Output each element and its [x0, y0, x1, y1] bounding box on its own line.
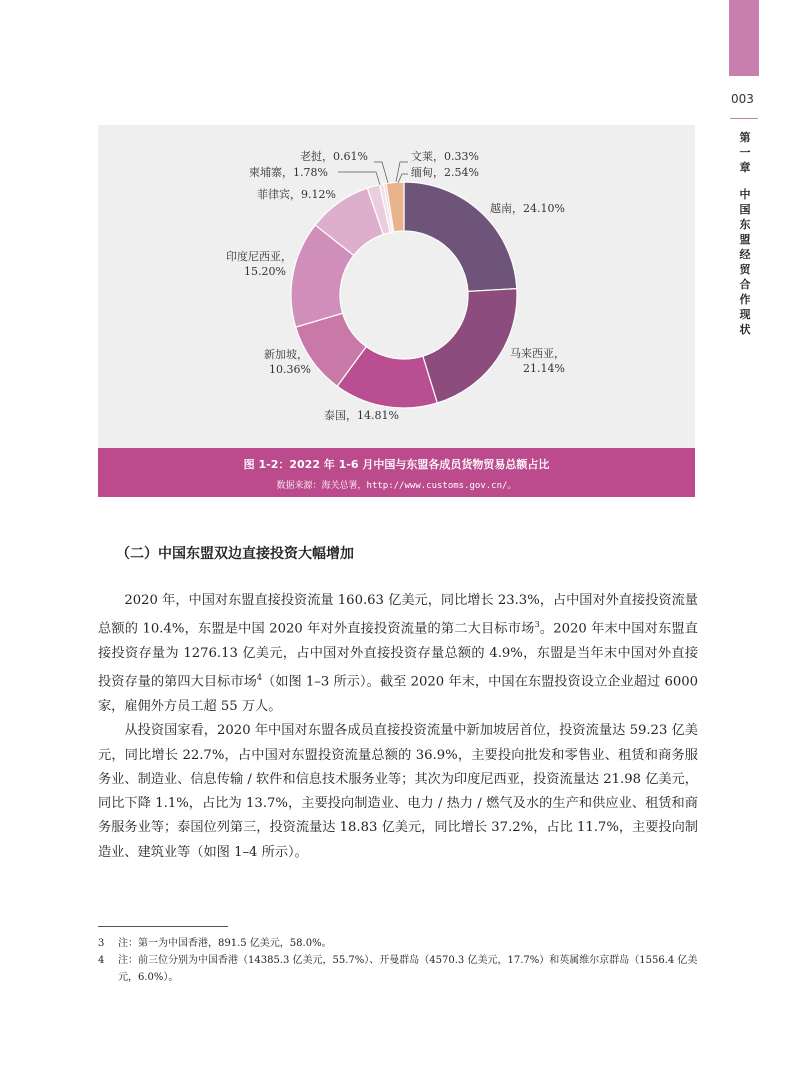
side-char: 东 — [739, 218, 751, 231]
side-char: 中 — [739, 188, 751, 201]
footnote-divider — [98, 926, 228, 927]
label-philippines: 菲律宾，9.12% — [257, 188, 336, 201]
footnote-text: 注：第一为中国香港，891.5 亿美元，58.0%。 — [118, 938, 332, 949]
body-text — [98, 589, 698, 865]
figure-donut-chart — [98, 125, 695, 497]
label-laos: 老挝，0.61% — [300, 150, 368, 163]
side-char: 贸 — [739, 263, 751, 276]
side-char: 合 — [739, 278, 751, 291]
side-char: 章 — [739, 161, 751, 174]
footnote — [98, 935, 698, 952]
label-vietnam: 越南，24.10% — [490, 202, 565, 215]
footnote-number: 3 — [98, 938, 105, 949]
label-cambodia: 柬埔寨，1.78% — [249, 166, 328, 179]
figure-caption — [98, 448, 695, 497]
side-char: 盟 — [739, 233, 751, 246]
donut-slice-1 — [404, 182, 517, 291]
side-char: 第 — [739, 131, 751, 144]
section-heading: （二）中国东盟双边直接投资大幅增加 — [116, 546, 354, 562]
caption-source: 数据来源：海关总署，http://www.customs.gov.cn/。 — [276, 481, 517, 491]
footnote-number: 4 — [98, 955, 105, 966]
side-char: 一 — [739, 146, 751, 159]
paragraph-text: 。2020 年末中国对东盟直接投资存量为 1276.13 亿美元，占中国对外直接投资存量总额的 4.9%，东盟是当年末中国对外直接投资存量的第四大目标市场 — [98, 621, 698, 690]
chapter-side-title — [737, 130, 753, 337]
leader-line-brunei — [396, 162, 408, 182]
paragraph-text: （如图 1–3 所示）。截至 2020 年末，中国在东盟投资设立企业超过 6000 家，雇佣外方员工超 55 万人。 — [98, 674, 698, 714]
label-indonesia-value: 15.20% — [244, 265, 286, 278]
paragraph — [98, 589, 698, 719]
footnote-ref: 4 — [256, 673, 262, 683]
side-char: 国 — [739, 203, 751, 216]
paragraph-text: 2020 年，中国对东盟直接投资流量 160.63 亿美元，同比增长 23.3%，占中国对外直接投资流量总额的 10.4%，东盟是中国 2020 年对外直接投资流量的第二大目标市场 — [98, 593, 698, 637]
chapter-tab — [729, 0, 759, 76]
label-myanmar: 缅甸，2.54% — [411, 166, 479, 179]
side-char: 经 — [739, 248, 751, 261]
label-singapore-name: 新加坡， — [264, 348, 308, 361]
label-singapore-value: 10.36% — [269, 363, 311, 376]
label-thailand: 泰国，14.81% — [324, 409, 399, 422]
side-divider — [730, 118, 758, 119]
caption-title: 图 1-2：2022 年 1-6 月中国与东盟各成员货物贸易总额占比 — [243, 458, 550, 471]
donut-chart — [98, 125, 695, 448]
footnote-ref: 3 — [534, 620, 540, 630]
label-malaysia-value: 21.14% — [523, 362, 565, 375]
paragraph — [98, 719, 698, 865]
footnotes — [98, 935, 698, 986]
side-char: 作 — [739, 293, 751, 306]
label-malaysia-name: 马来西亚， — [510, 347, 565, 360]
footnote-text: 注：前三位分别为中国香港（14385.3 亿美元，55.7%）、开曼群岛（4570.3 亿美元，17.7%）和英属维尔京群岛（1556.4 亿美元，6.0%）。 — [118, 955, 698, 983]
leader-line-cambodia — [338, 172, 380, 185]
side-char: 现 — [739, 308, 751, 321]
label-brunei: 文莱，0.33% — [411, 150, 479, 163]
side-char: 状 — [739, 323, 751, 336]
page-number: 003 — [731, 92, 754, 106]
paragraph-text: 从投资国家看，2020 年中国对东盟各成员直接投资流量中新加坡居首位，投资流量达 59.23 亿美元，同比增长 22.7%，占中国对东盟投资流量总额的 36.9%，主要投向批发和零售业、租赁和商务服务业、制造业、信息传输 / 软件和信息技术服务业等；其次为印度尼西亚，投资流量达 21.98 亿美元，同比下降 1.1%，占比为 13.7%，主要投向制造业、电力 / 热力 / 燃气及水的生产和供应业、租赁和商务服务业等；泰国位列第三，投资流量达 18.83 亿美元，同比增长 37.2%，占比 11.7%，主要投向制造业、建筑业等（如图 1–4 所示）。 — [98, 723, 698, 860]
label-indonesia-name: 印度尼西亚， — [226, 250, 292, 263]
donut-slice-2 — [423, 289, 517, 403]
footnote — [98, 952, 698, 986]
